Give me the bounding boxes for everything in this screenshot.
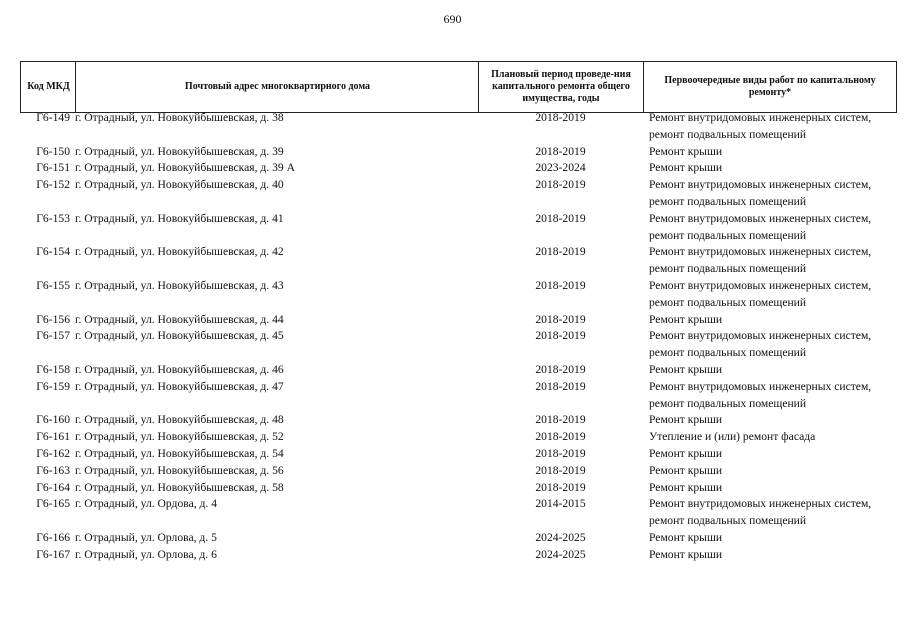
table-row: [20, 412, 897, 429]
row-works: Ремонт крыши: [649, 413, 723, 427]
row-code: Г6-149: [36, 111, 70, 124]
row-code: Г6-151: [36, 161, 70, 175]
row-address: г. Отрадный, ул. Новокуйбышевская, д. 54: [75, 446, 284, 460]
row-code: Г6-157: [36, 329, 70, 343]
row-works: Ремонт внутридомовых инженерных систем, ремонт подвальных помещений: [649, 379, 872, 410]
row-address: г. Отрадный, ул. Новокуйбышевская, д. 45: [75, 329, 284, 343]
row-address: г. Отрадный, ул. Новокуйбышевская, д. 52: [75, 430, 284, 444]
row-works: Ремонт крыши: [649, 446, 723, 460]
row-works: Ремонт крыши: [649, 530, 723, 544]
header-works: Первоочередные виды работ по капитальному ремонту*: [643, 62, 897, 112]
row-period: 2018-2019: [535, 211, 586, 225]
row-period: 2018-2019: [535, 144, 586, 158]
row-period: 2024-2025: [535, 547, 586, 561]
row-address: г. Отрадный, ул. Новокуйбышевская, д. 44: [75, 312, 284, 326]
header-code: Код МКД: [20, 62, 76, 112]
table-row: [20, 496, 897, 530]
table-row: [20, 144, 897, 161]
row-address: г. Отрадный, ул. Новокуйбышевская, д. 39: [75, 144, 284, 158]
row-period: 2018-2019: [535, 178, 586, 192]
table-row: [20, 211, 897, 245]
table-row: [20, 446, 897, 463]
row-address: г. Отрадный, ул. Новокуйбышевская, д. 38: [75, 111, 284, 124]
row-period: 2018-2019: [535, 312, 586, 326]
row-period: 2023-2024: [535, 161, 586, 175]
row-code: Г6-161: [36, 430, 70, 444]
row-address: г. Отрадный, ул. Новокуйбышевская, д. 56: [75, 463, 284, 477]
row-code: Г6-156: [36, 312, 70, 326]
row-period: 2018-2019: [535, 362, 586, 376]
row-code: Г6-153: [36, 211, 70, 225]
row-code: Г6-162: [36, 446, 70, 460]
row-code: Г6-154: [36, 245, 70, 259]
page-number: 690: [443, 12, 462, 26]
row-period: 2018-2019: [535, 111, 586, 124]
row-address: г. Отрадный, ул. Новокуйбышевская, д. 47: [75, 379, 284, 393]
table-row: [20, 463, 897, 480]
table-row: [20, 110, 897, 144]
row-period: 2018-2019: [535, 446, 586, 460]
row-works: Ремонт внутридомовых инженерных систем, ремонт подвальных помещений: [649, 497, 872, 528]
row-address: г. Отрадный, ул. Новокуйбышевская, д. 39 А: [75, 161, 295, 175]
row-code: Г6-163: [36, 463, 70, 477]
table-header: [20, 61, 897, 113]
table-row: [20, 328, 897, 362]
row-code: Г6-150: [36, 144, 70, 158]
row-works: Утепление и (или) ремонт фасада: [649, 430, 816, 444]
row-works: Ремонт внутридомовых инженерных систем, ремонт подвальных помещений: [649, 278, 872, 309]
row-address: г. Отрадный, ул. Новокуйбышевская, д. 42: [75, 245, 284, 259]
row-works: Ремонт крыши: [649, 547, 723, 561]
row-works: Ремонт крыши: [649, 362, 723, 376]
row-address: г. Отрадный, ул. Орлова, д. 6: [75, 547, 217, 561]
row-works: Ремонт крыши: [649, 161, 723, 175]
row-address: г. Отрадный, ул. Новокуйбышевская, д. 58: [75, 480, 284, 494]
row-period: 2018-2019: [535, 463, 586, 477]
row-works: Ремонт внутридомовых инженерных систем, ремонт подвальных помещений: [649, 329, 872, 360]
row-period: 2018-2019: [535, 480, 586, 494]
row-period: 2018-2019: [535, 379, 586, 393]
row-address: г. Отрадный, ул. Новокуйбышевская, д. 48: [75, 413, 284, 427]
row-period: 2018-2019: [535, 278, 586, 292]
row-code: Г6-155: [36, 278, 70, 292]
row-works: Ремонт крыши: [649, 144, 723, 158]
table-body: [20, 110, 897, 564]
row-address: г. Отрадный, ул. Новокуйбышевская, д. 43: [75, 278, 284, 292]
table-row: [20, 480, 897, 497]
row-period: 2024-2025: [535, 530, 586, 544]
row-code: Г6-164: [36, 480, 70, 494]
row-works: Ремонт внутридомовых инженерных систем, ремонт подвальных помещений: [649, 178, 872, 208]
row-code: Г6-165: [36, 497, 70, 511]
row-address: г. Отрадный, ул. Новокуйбышевская, д. 46: [75, 362, 284, 376]
table-row: [20, 379, 897, 413]
row-works: Ремонт крыши: [649, 463, 723, 477]
table-row: [20, 547, 897, 564]
row-code: Г6-166: [36, 530, 70, 544]
table-row: [20, 177, 897, 211]
table-row: [20, 160, 897, 177]
row-works: Ремонт крыши: [649, 480, 723, 494]
row-address: г. Отрадный, ул. Орлова, д. 5: [75, 530, 217, 544]
row-code: Г6-167: [36, 547, 70, 561]
table-row: [20, 244, 897, 278]
row-works: Ремонт внутридомовых инженерных систем, ремонт подвальных помещений: [649, 245, 872, 276]
row-period: 2018-2019: [535, 245, 586, 259]
table-row: [20, 278, 897, 312]
header-period: Плановый период проведе-ния капитального ремонта общего имущества, годы: [478, 62, 643, 112]
table-row: [20, 312, 897, 329]
row-code: Г6-160: [36, 413, 70, 427]
row-code: Г6-159: [36, 379, 70, 393]
row-address: г. Отрадный, ул. Новокуйбышевская, д. 41: [75, 211, 284, 225]
row-period: 2018-2019: [535, 430, 586, 444]
row-address: г. Отрадный, ул. Ордова, д. 4: [75, 497, 217, 511]
row-works: Ремонт внутридомовых инженерных систем, ремонт подвальных помещений: [649, 211, 872, 242]
row-code: Г6-158: [36, 362, 70, 376]
row-code: Г6-152: [36, 178, 70, 192]
row-period: 2018-2019: [535, 413, 586, 427]
row-period: 2014-2015: [535, 497, 586, 511]
row-works: Ремонт внутридомовых инженерных систем, ремонт подвальных помещений: [649, 111, 872, 141]
row-period: 2018-2019: [535, 329, 586, 343]
table-row: [20, 362, 897, 379]
table-row: [20, 429, 897, 446]
table-row: [20, 530, 897, 547]
row-works: Ремонт крыши: [649, 312, 723, 326]
row-address: г. Отрадный, ул. Новокуйбышевская, д. 40: [75, 178, 284, 192]
header-address: Почтовый адрес многоквартирного дома: [75, 62, 479, 112]
